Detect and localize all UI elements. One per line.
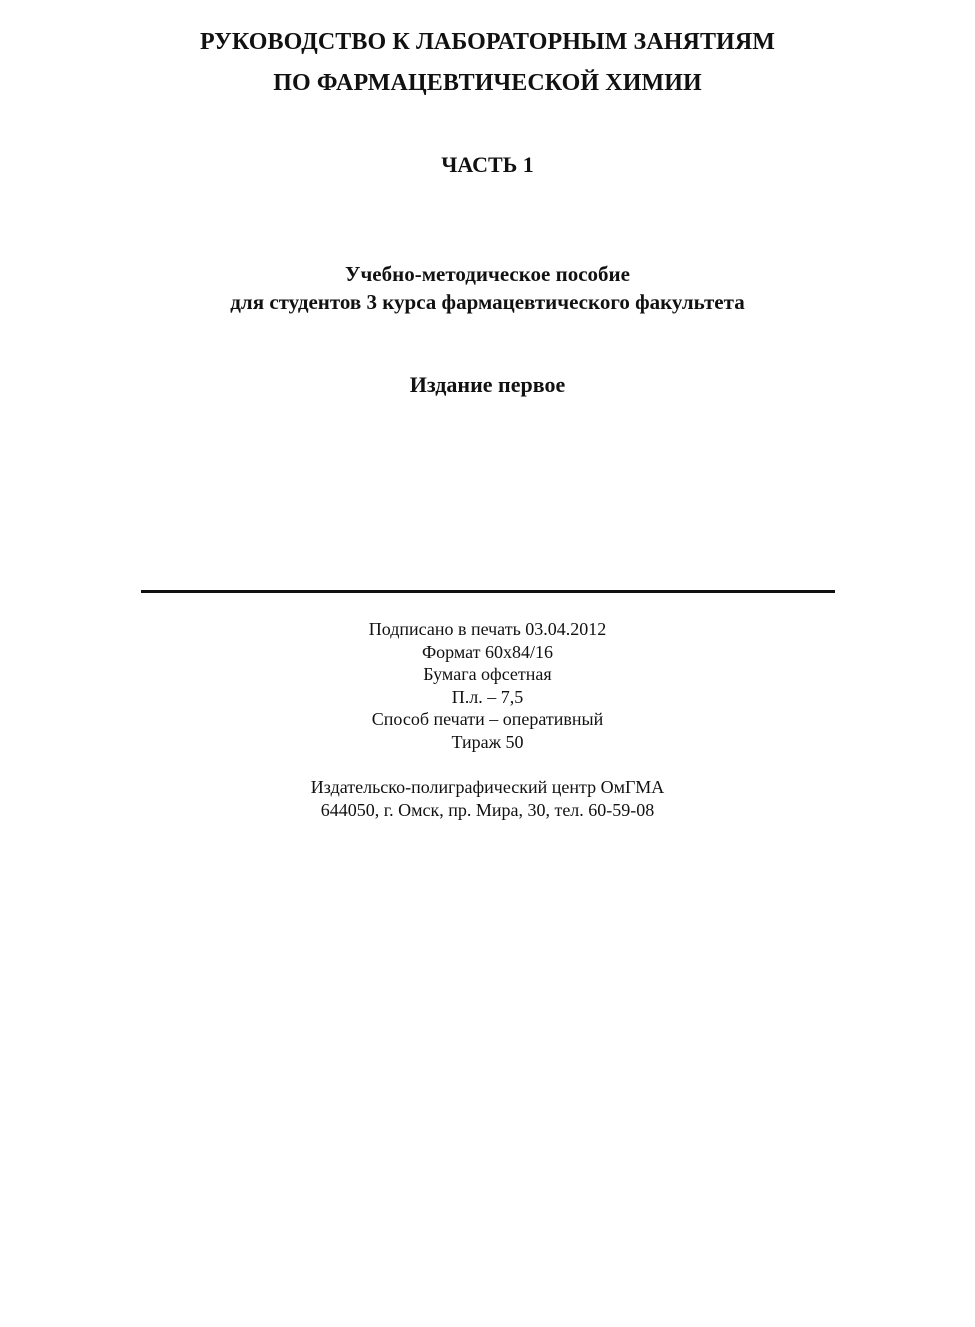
imprint-paper: Бумага офсетная <box>423 664 552 684</box>
imprint-format: Формат 60x84/16 <box>421 642 554 662</box>
title-line-1: РУКОВОДСТВО К ЛАБОРАТОРНЫМ ЗАНЯТИЯМ <box>199 29 776 55</box>
imprint-print-method: Способ печати – оперативный <box>371 709 604 729</box>
part-heading: ЧАСТЬ 1 <box>441 152 534 177</box>
imprint-run: Тираж 50 <box>451 732 524 752</box>
subtitle-line-2: для студентов 3 курса фармацевтического факультета <box>230 290 745 314</box>
publisher-address: 644050, г. Омск, пр. Мира, 30, тел. 60-59-08 <box>320 800 655 820</box>
title-line-2: ПО ФАРМАЦЕВТИЧЕСКОЙ ХИМИИ <box>273 70 702 96</box>
imprint-sheets: П.л. – 7,5 <box>451 687 524 707</box>
imprint-signed: Подписано в печать 03.04.2012 <box>368 619 607 639</box>
subtitle-line-1: Учебно-методическое пособие <box>345 262 630 286</box>
divider-rule <box>141 590 835 593</box>
edition-label: Издание первое <box>409 372 566 397</box>
publisher-name: Издательско-полиграфический центр ОмГМА <box>310 777 665 797</box>
